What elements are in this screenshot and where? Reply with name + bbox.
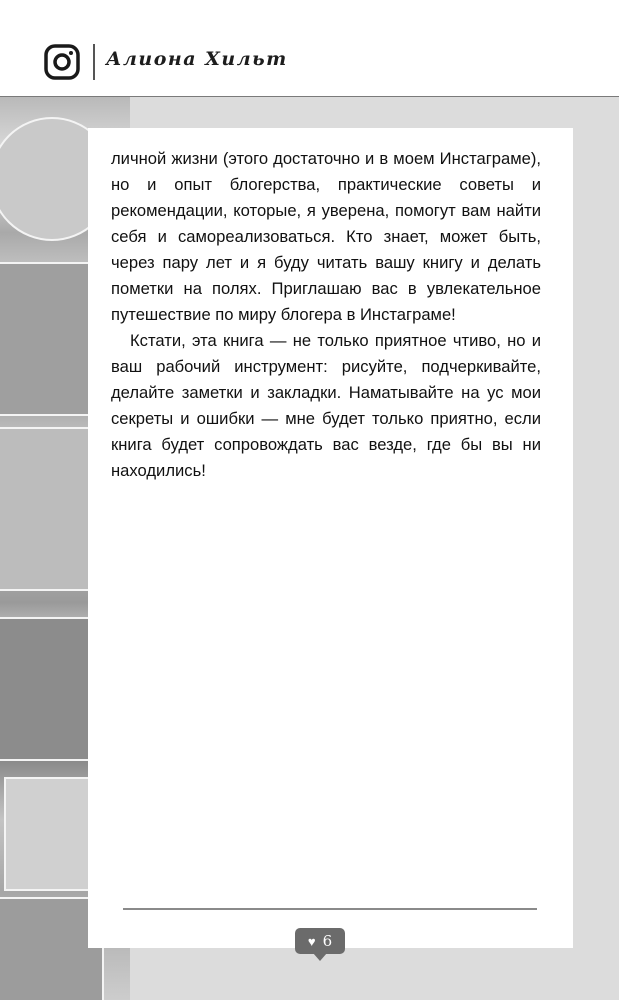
header-divider — [93, 44, 95, 80]
body-text — [111, 146, 541, 484]
paragraph: личной жизни (этого достаточно и в моем Инстаграме), но и опыт блогерства, практические советы и рекомендации, которые, я уверена, помогут вам найти себя и самореализоваться. Кто знает, может быть, через пару лет и я буду читать вашу книгу и делать пометки на полях. Приглашаю вас в увлекательное путешествие по миру блогера в Инстаграме! — [111, 149, 541, 324]
paragraph: Кстати, эта книга — не только приятное чтиво, но и ваш рабочий инструмент: рисуйте, подчеркивайте, делайте заметки и закладки. Наматывайте на ус мои секреты и ошибки — мне будет только приятно, если книга будет сопровождать вас везде, где бы вы ни находились! — [111, 331, 541, 480]
author-name: Алиона Хильт — [106, 48, 288, 70]
page-number-badge — [295, 928, 345, 954]
heart-icon: ♥ — [307, 933, 316, 949]
page-header — [0, 0, 619, 96]
instagram-icon — [44, 44, 80, 80]
footer-rule — [123, 908, 537, 910]
page-number: 6 — [322, 932, 333, 950]
